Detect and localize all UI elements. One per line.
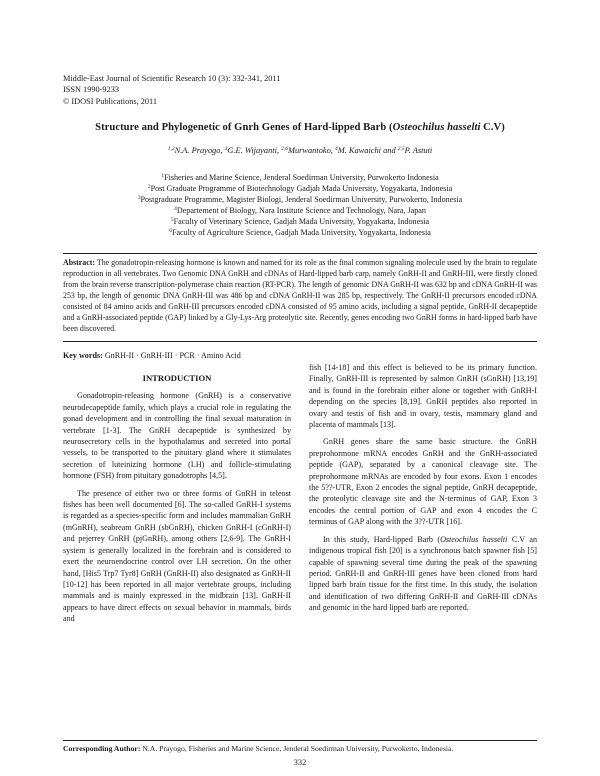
affiliation-sup: 4: [174, 206, 177, 213]
corresponding-author: [63, 744, 537, 753]
paragraph-text: C.V an indigenous tropical fish [20] is a synchronous batch spawner fish [5] capable of spawning several time during the peak of the spawning period. GnRH-II and GnRH-III genes have been cloned from hard lipped barb brain tissue for the first time. In this study, the isolation and identification of two differing GnRH-II and GnRH-III cDNAs and genomic in the hard lipped barb are reported.: [309, 534, 537, 613]
affiliation-text: Faculty of Agriculture Science, Gadjah Mada University, Yogyakarta, Indonesia: [171, 228, 431, 238]
affiliation-sup: 2: [147, 184, 151, 191]
affiliation: [40, 194, 560, 205]
affiliation: [40, 205, 560, 216]
keywords: [63, 351, 241, 360]
journal-copyright: © IDOSI Publications, 2011: [63, 96, 158, 106]
author-affil-sup: 4: [334, 146, 338, 152]
affiliation: [40, 227, 560, 238]
affiliation-text: Postgraduate Programme, Magister Biologi, Jenderal Soedirman University, Purwokerto, Indonesia: [140, 195, 463, 205]
right-column: [309, 362, 537, 620]
author-affil-sup: 3: [224, 146, 228, 152]
paragraph-text: In this study, Hard-lipped Barb (: [323, 534, 441, 544]
paragraph: The presence of either two or three forms of GnRH in teleost fishes has been well documented [6]. The so-called GnRH-I systems is regarded as a species-specific form and includes mammalian GnRH (mGnRH), seabream GnRH (sbGnRH), chicken GnRH-I (cGnRH-I) and pejerrey GnRH (pjGnRH), among others [2,6-9]. The GnRH-I system is generally localized in the forebrain and is considered to exert the neuroendocrine control over LH secretion. On the other hand, [His5 Trp7 Tyr8] GnRH (GnRH-II) also designated as GnRH-II [10-12] has been reported in all major vertebrate groups, including mammals and is mainly expressed in the midbrain [13]. GnRH-II appears to have direct effects on sexual behavior in mammals, birds and: [63, 488, 291, 624]
journal-citation: Middle-East Journal of Scientific Research 10 (3): 332-341, 2011: [63, 74, 281, 83]
page-number: 332: [293, 758, 307, 767]
abstract: [63, 257, 537, 334]
affiliation-text: Post Graduate Programme of Biotechnology Gadjah Mada University, Yogyakarta, Indonesia: [150, 184, 453, 194]
affiliation: [40, 183, 560, 194]
affiliation: [40, 172, 560, 183]
paper-title: [40, 122, 560, 133]
abstract-bottom-rule: [63, 341, 537, 342]
affiliation-sup: 3: [137, 195, 141, 202]
left-column: [63, 373, 291, 631]
journal-issn: ISSN 1990-9233: [63, 85, 120, 95]
author-affil-sup: 2,6: [281, 146, 288, 152]
author-name: G.E. Wijayanti,: [227, 146, 280, 155]
keywords-text: GnRH-II · GnRH-III · PCR · Amino Acid: [102, 351, 241, 360]
paragraph: GnRH genes share the same basic structure. the GnRH preprohormone mRNA encodes GnRH and the GnRH-associated peptide (GAP), separated by a canonical cleavage site. The preprohormone mRNAs are encoded by four exons. Exon 1 encodes the 5??-UTR, Exon 2 encodes the signal peptide, GnRH decapeptide, the proteolytic cleavage site and the N-terminus of GAP, Exon 3 encodes the central portion of GAP and exon 4 encodes the C terminus of GAP along with the 3??-UTR [16].: [309, 437, 537, 527]
author-name: M. Kawaichi and: [337, 146, 396, 155]
author-affil-sup: 2,5: [397, 146, 405, 152]
footer-label: Corresponding Author:: [63, 744, 141, 753]
affiliation-text: Fisheries and Marine Science, Jenderal Soedirman University, Purwokerto Indonesia: [164, 173, 439, 182]
affiliation-text: Faculty of Veterinary Science, Gadjah Mada University, Yogyakarta, Indonesia: [173, 217, 430, 227]
author-name: N.A. Prayogo,: [174, 146, 223, 155]
paragraph: fish [14-18] and this effect is believed to be its primary function. Finally, GnRH-III is represented by salmon GnRH (sGnRH) [13,19] and is found in the forebrain either alone or together with GnRH-I depending on the species [8,19]. GnRH peptides also reported in ovary and testis of fish and in ovary, testis, mammary gland and placenta of mammals [13].: [309, 363, 537, 430]
keywords-label: Key words:: [63, 351, 103, 360]
species-name: Osteochilus hasselti: [440, 534, 508, 544]
title-end: C.V): [480, 122, 505, 133]
paragraph: [309, 534, 537, 614]
affiliation: [40, 216, 560, 227]
affiliation-sup: 6: [169, 228, 172, 235]
paragraph: Gonadotropin-releasing hormone (GnRH) is a conservative neurodecapeptide family, which plays a crucial role in regulating the gonad development and in controlling the final sexual maturation in vertebrate [1-3]. The GnRH decapeptide is synthesized by neurosecretory cells in the hypothalamus and secreted into portal vessels, to be transported to the pituitary gland where it stimulates secretion of luteinizing hormone (LH) and follicle-stimulating hormone (FSH) from pituitary gonadotrophs [4,5].: [63, 391, 291, 481]
author-affil-sup: 1,2: [167, 146, 175, 152]
abstract-text: The gonadotropin-releasing hormone is known and named for its role as the final common signaling molecule used by the brain to regulate reproduction in all vertebrates. Two Genomic DNA GnRH and cDNAs of Hard-lipped barb carp, namely GnRH-II and GnRH-III, were firstly cloned from the brain reverse transcription-polymerase chain reaction (RT-PCR). The length of genomic DNA GnRH-II was 632 bp and cDNA GnRH-II was 253 bp, the length of genomic DNA GnRH-III was 486 bp and cDNA GnRH-II was 285 bp, respectively. The GnRH-II precursors encoded cDNA consisted of 84 amino acids and GnRH-III precursors encoded cDNA consisted of 95 amino acids, including a signal peptide, GnRH-II decapeptide and a GnRH-associated peptide (GAP) linked by a Gly-Lys-Arg proteolytic site. Recently, genes encoding two GnRH forms in hard-lipped barb have been discovered.: [63, 258, 537, 333]
affiliation-list: [40, 172, 560, 239]
affiliation-sup: 1: [161, 173, 165, 179]
title-main: Structure and Phylogenetic of Gnrh Genes of Hard-lipped Barb (: [95, 122, 393, 133]
abstract-label: Abstract:: [63, 258, 95, 267]
section-heading: INTRODUCTION: [142, 373, 212, 383]
author-list: [40, 146, 560, 155]
footer-text: N.A. Prayogo, Fisheries and Marine Science, Jenderal Soedirman University, Purwokerto, Indonesia.: [140, 744, 454, 753]
author-name: P. Astuti: [404, 146, 433, 155]
abstract-top-rule: [63, 253, 537, 254]
affiliation-sup: 5: [170, 217, 174, 224]
title-species: Osteochilus hasselti: [392, 122, 481, 133]
author-name: Murwantoko,: [287, 146, 333, 155]
journal-header: [63, 73, 280, 107]
footer-rule: [63, 740, 537, 741]
affiliation-text: Departement of Biology, Nara Institute Science and Technology, Nara, Japan: [176, 206, 426, 216]
